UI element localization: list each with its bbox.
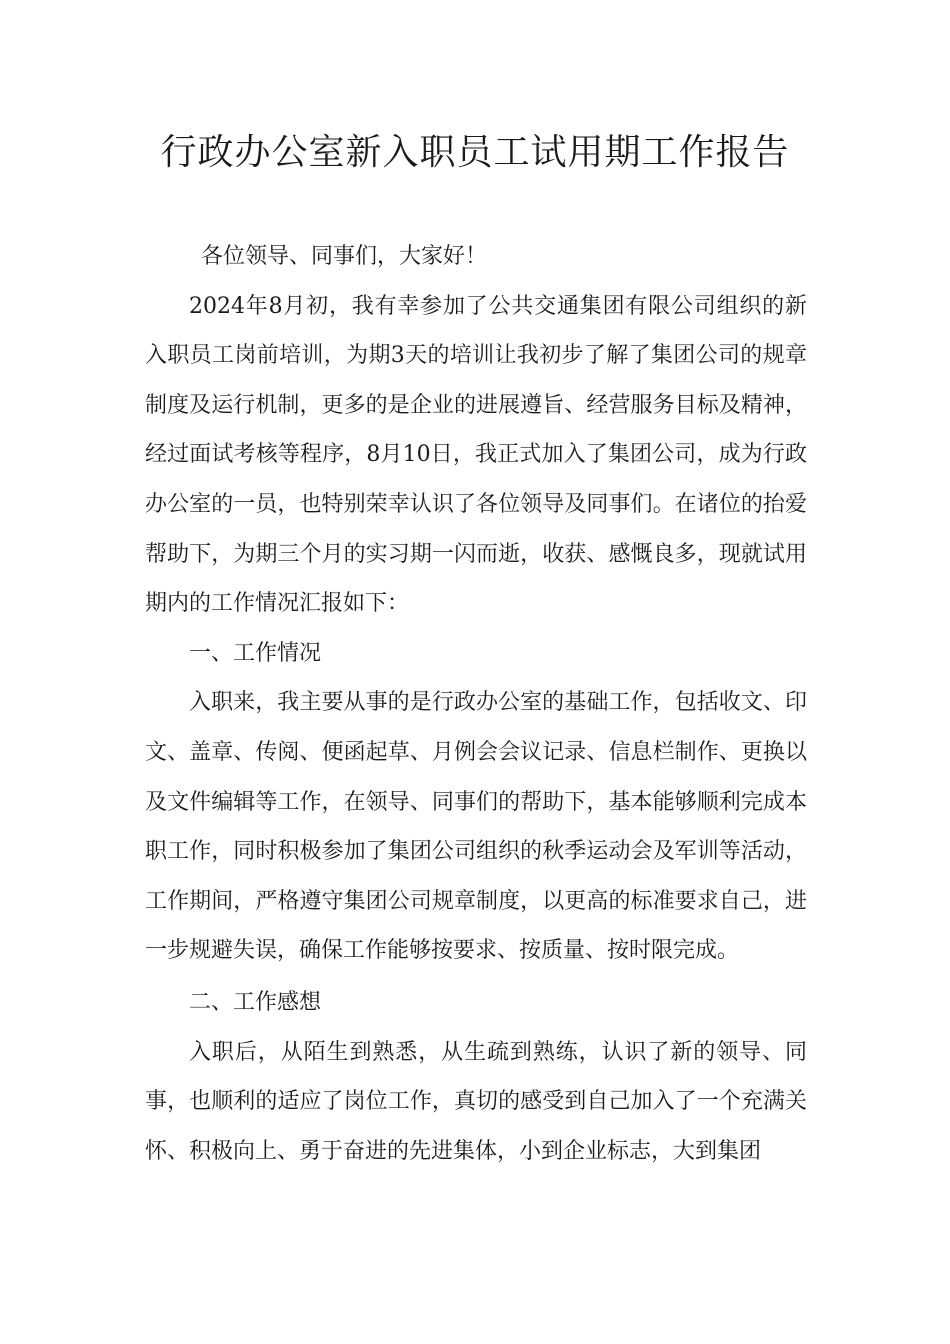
document-body [145, 232, 807, 1176]
work-status-paragraph: 入职来，我主要从事的是行政办公室的基础工作，包括收文、印文、盖章、传阅、便函起草、月例会会议记录、信息栏制作、更换以及文件编辑等工作，在领导、同事们的帮助下，基本能够顺利完成本职工作，同时积极参加了集团公司组织的秋季运动会及军训等活动，工作期间，严格遵守集团公司规章制度，以更高的标准要求自己，进一步规避失误，确保工作能够按要求、按质量、按时限完成。 [145, 690, 807, 964]
section-heading-reflections: 二、工作感想 [189, 989, 322, 1015]
reflections-paragraph: 入职后，从陌生到熟悉，从生疏到熟练，认识了新的领导、同事，也顺利的适应了岗位工作，真切的感受到自己加入了一个充满关怀、积极向上、勇于奋进的先进集体，小到企业标志，大到集团 [145, 1039, 807, 1164]
intro-paragraph: 2024年8月初，我有幸参加了公共交通集团有限公司组织的新入职员工岗前培训，为期3天的培训让我初步了解了集团公司的规章制度及运行机制，更多的是企业的进展遵旨、经营服务目标及精神，经过面试考核等程序，8月10日，我正式加入了集团公司，成为行政办公室的一员，也特别荣幸认识了各位领导及同事们。在诸位的抬爱帮助下，为期三个月的实习期一闪而逝，收获、感慨良多，现就试用期内的工作情况汇报如下： [145, 293, 807, 617]
page-title: 行政办公室新入职员工试用期工作报告 [160, 132, 790, 173]
section-heading-work-status: 一、工作情况 [189, 640, 322, 666]
greeting-paragraph: 各位领导、同事们，大家好！ [201, 244, 488, 269]
